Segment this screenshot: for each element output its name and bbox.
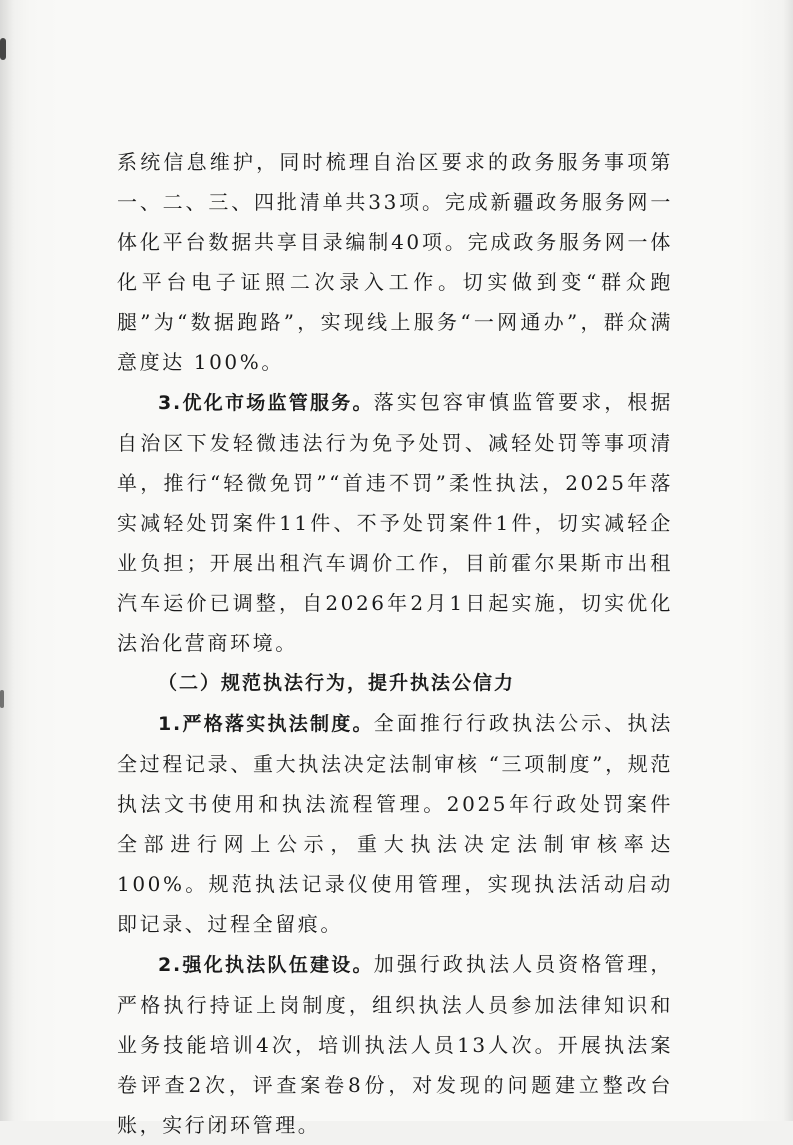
binding-mark [0, 690, 4, 708]
paragraph-text: 加强行政执法人员资格管理，严格执行持证上岗制度，组织执法人员参加法律知识和业务技能培训4次，培训执法人员13人次。开展执法案卷评查2次，评查案卷8份，对发现的问题建立整改台账，实行闭环管理。 [117, 952, 673, 1137]
paragraph-text: 系统信息维护，同时梳理自治区要求的政务服务事项第一、二、三、四批清单共33项。完成新疆政务服务网一体化平台数据共享目录编制40项。完成政务服务网一体化平台电子证照二次录入工作。切实做到变“群众跑腿”为“数据跑路”，实现线上服务“一网通办”，群众满意度达 100%。 [117, 150, 673, 374]
paragraph-lead: 3.优化市场监管服务。 [158, 392, 374, 414]
page-edge-shadow [0, 0, 14, 1121]
paragraph-enforcement-system [117, 703, 673, 944]
paragraph-continued [117, 142, 673, 382]
paragraph-text: 全面推行行政执法公示、执法全过程记录、重大执法决定法制审核 “三项制度”，规范执法文书使用和执法流程管理。2025年行政处罚案件全部进行网上公示，重大执法决定法制审核率达100%。规范执法记录仪使用管理，实现执法活动启动即记录、过程全留痕。 [117, 711, 673, 936]
paragraph-lead: 1.严格落实执法制度。 [158, 713, 374, 735]
paragraph-lead: 2.强化执法队伍建设。 [158, 954, 374, 976]
section-heading: （二）规范执法行为，提升执法公信力 [158, 672, 516, 694]
page-right-shadow [783, 0, 793, 1121]
paragraph-team-building [117, 944, 673, 1145]
paragraph-market-supervision [117, 382, 673, 663]
paragraph-text: 落实包容审慎监管要求，根据自治区下发轻微违法行为免予处罚、减轻处罚等事项清单，推行“轻微免罚”“首违不罚”柔性执法，2025年落实减轻处罚案件11件、不予处罚案件1件，切实减轻企业负担；开展出租汽车调价工作，目前霍尔果斯市出租汽车运价已调整，自2026年2月1日起实施，切实优化法治化营商环境。 [117, 390, 673, 655]
document-body [117, 142, 673, 1145]
binding-mark [0, 38, 6, 60]
